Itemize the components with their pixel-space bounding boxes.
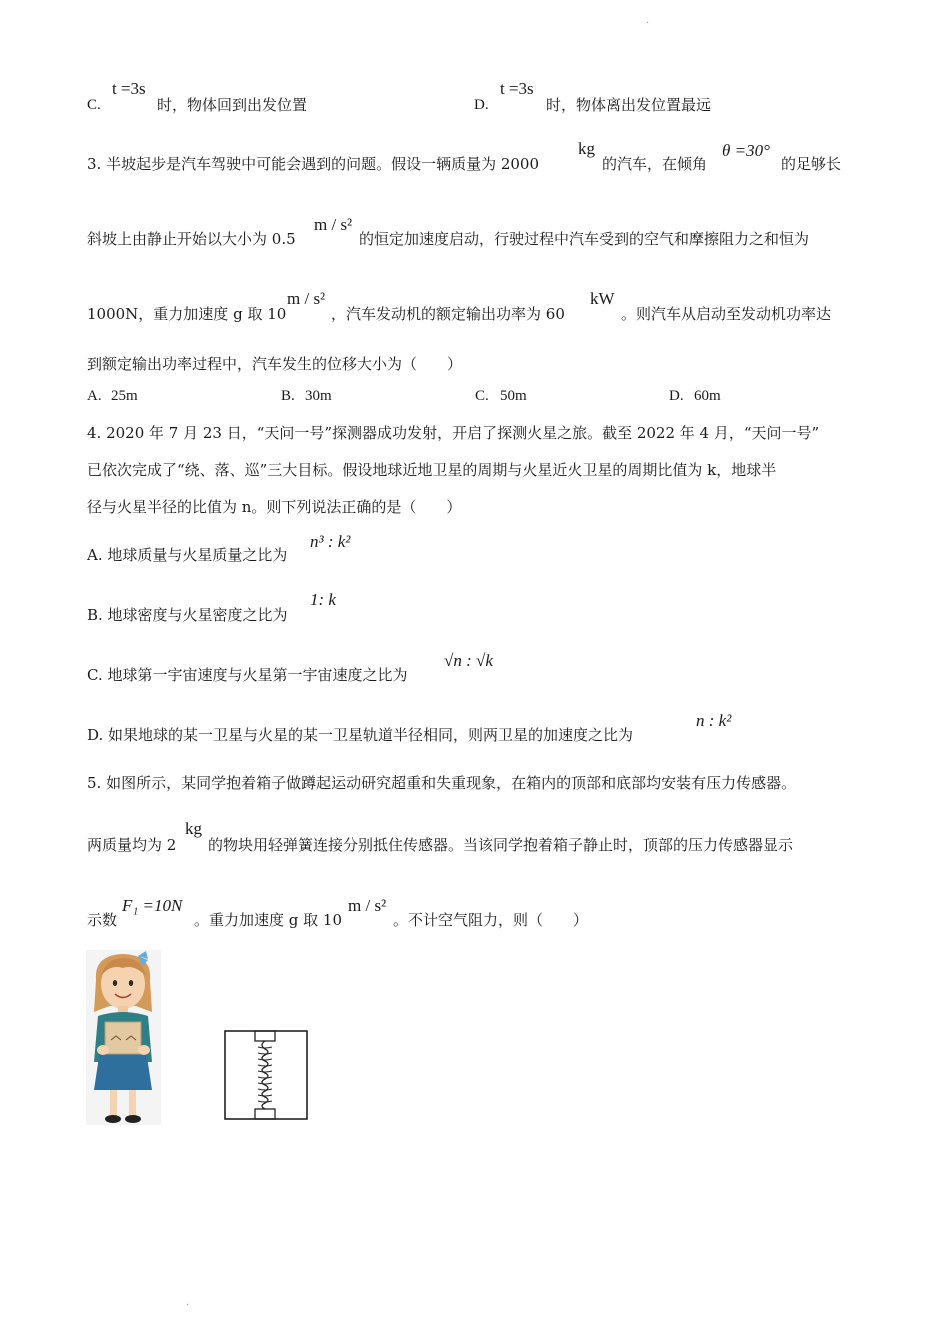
q2-option-c-math: t =3s bbox=[112, 79, 146, 98]
q3-option-a-label: A. bbox=[87, 388, 102, 404]
q3-line1-unit: kg bbox=[578, 139, 595, 158]
q3-line1-math: θ =30° bbox=[722, 141, 770, 160]
spring-box-diagram bbox=[222, 1028, 310, 1122]
q4-option-b-text: B. 地球密度与火星密度之比为 bbox=[87, 606, 288, 624]
q3-line3-a: 1000N，重力加速度 g 取 10 bbox=[87, 305, 287, 323]
q3-line1-b: 的汽车，在倾角 bbox=[602, 155, 708, 173]
q5-line3-a: 示数 bbox=[87, 911, 118, 929]
girl-holding-box-illustration bbox=[86, 950, 161, 1125]
q3-option-d-label: D. bbox=[669, 388, 684, 404]
q3-line2-b: 的恒定加速度启动，行驶过程中汽车受到的空气和摩擦阻力之和恒为 bbox=[359, 230, 810, 248]
q4-line1: 4. 2020 年 7 月 23 日，“天问一号”探测器成功发射，开启了探测火星之旅。截至 2022 年 4 月，“天问一号” bbox=[87, 424, 820, 442]
page-mark-bottom: · bbox=[186, 1300, 190, 1311]
q5-line3-unit: m / s² bbox=[348, 896, 387, 915]
q2-option-d-math: t =3s bbox=[500, 79, 534, 98]
q5-line2-b: 的物块用轻弹簧连接分别抵住传感器。当该同学抱着箱子静止时，顶部的压力传感器显示 bbox=[208, 836, 794, 854]
q3-line3-b: ，汽车发动机的额定输出功率为 60 bbox=[331, 305, 565, 323]
q2-option-d-label: D. bbox=[474, 97, 489, 113]
q3-line3-unit2: kW bbox=[590, 289, 615, 308]
q3-option-d-value: 60m bbox=[694, 388, 721, 404]
q4-option-b-math: 1: k bbox=[310, 590, 336, 609]
q4-option-d-math: n : k² bbox=[696, 711, 732, 730]
q3-option-c-label: C. bbox=[475, 388, 489, 404]
q3-option-b-label: B. bbox=[281, 388, 295, 404]
q5-line3-c: 。不计空气阻力，则（ ） bbox=[393, 911, 589, 929]
q5-line3-math: F₁ =10N bbox=[122, 896, 183, 915]
q5-line3-b: 。重力加速度 g 取 10 bbox=[194, 911, 342, 929]
q4-line2: 已依次完成了“绕、落、巡”三大目标。假设地球近地卫星的周期与火星近火卫星的周期比值为 k，地球半 bbox=[87, 461, 777, 479]
q3-line1-a: 3. 半坡起步是汽车驾驶中可能会遇到的问题。假设一辆质量为 2000 bbox=[87, 155, 540, 173]
q3-line2-a: 斜坡上由静止开始以大小为 0.5 bbox=[87, 230, 296, 248]
q3-line3-unit: m / s² bbox=[287, 289, 326, 308]
q4-option-a-text: A. 地球质量与火星质量之比为 bbox=[87, 546, 288, 564]
q3-line2-unit: m / s² bbox=[314, 215, 353, 234]
q4-option-c-text: C. 地球第一宇宙速度与火星第一宇宙速度之比为 bbox=[87, 666, 408, 684]
page-mark-top: · bbox=[646, 18, 650, 29]
q2-option-c-text: 时，物体回到出发位置 bbox=[157, 96, 308, 114]
q4-option-a-math: n³ : k² bbox=[310, 532, 351, 551]
q4-option-d-text: D. 如果地球的某一卫星与火星的某一卫星轨道半径相同，则两卫星的加速度之比为 bbox=[87, 726, 634, 744]
q3-option-c-value: 50m bbox=[500, 388, 527, 404]
q2-option-c-label: C. bbox=[87, 97, 101, 113]
q4-line3: 径与火星半径的比值为 n。则下列说法正确的是（ ） bbox=[87, 498, 462, 516]
q3-line3-c: 。则汽车从启动至发动机功率达 bbox=[621, 305, 832, 323]
q3-line1-c: 的足够长 bbox=[781, 155, 842, 173]
q4-option-c-math: √n : √k bbox=[444, 651, 493, 670]
q5-line2-unit: kg bbox=[185, 819, 202, 838]
q5-line1: 5. 如图所示，某同学抱着箱子做蹲起运动研究超重和失重现象，在箱内的顶部和底部均安装有压力传感器。 bbox=[87, 774, 797, 792]
q3-line4: 到额定输出功率过程中，汽车发生的位移大小为（ ） bbox=[87, 355, 463, 373]
q3-option-a-value: 25m bbox=[111, 388, 138, 404]
q2-option-d-text: 时，物体离出发位置最远 bbox=[546, 96, 712, 114]
q5-line2-a: 两质量均为 2 bbox=[87, 836, 177, 854]
q3-option-b-value: 30m bbox=[305, 388, 332, 404]
